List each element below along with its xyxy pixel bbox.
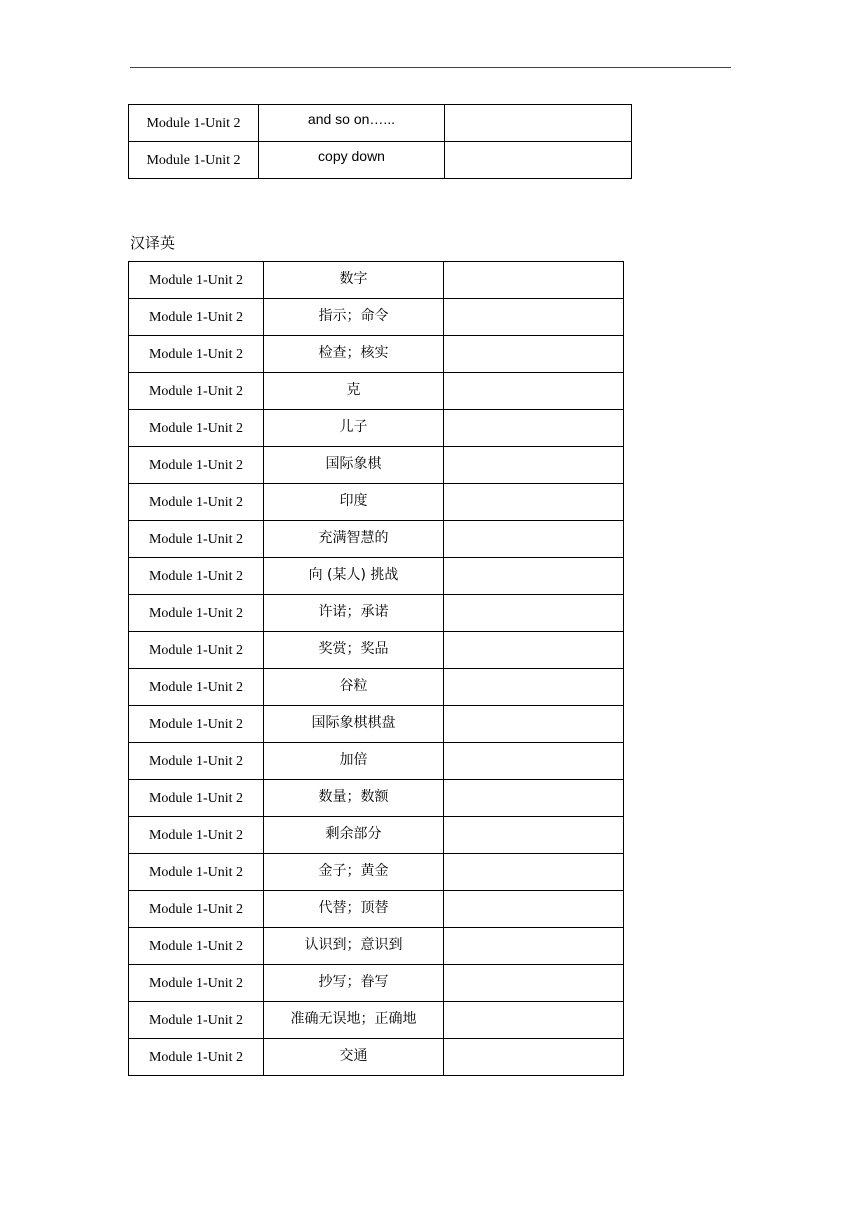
answer-cell[interactable] xyxy=(444,854,624,891)
module-label: Module 1-Unit 2 xyxy=(148,495,244,510)
term-cell: 金子；黄金 xyxy=(264,854,444,891)
module-cell xyxy=(129,743,264,780)
table-body xyxy=(129,262,624,1076)
answer-cell[interactable] xyxy=(444,928,624,965)
answer-cell[interactable] xyxy=(444,669,624,706)
module-label: Module 1-Unit 2 xyxy=(148,273,244,288)
module-label: Module 1-Unit 2 xyxy=(148,421,244,436)
table-row xyxy=(129,299,624,336)
answer-cell[interactable] xyxy=(444,484,624,521)
table-row xyxy=(129,142,632,179)
module-cell xyxy=(129,780,264,817)
module-label: Module 1-Unit 2 xyxy=(148,680,244,695)
table-row xyxy=(129,105,632,142)
term-cell: and so on…... xyxy=(259,105,445,142)
answer-cell[interactable] xyxy=(444,373,624,410)
module-cell xyxy=(129,447,264,484)
term-cell: 充满智慧的 xyxy=(264,521,444,558)
answer-cell[interactable] xyxy=(444,706,624,743)
table-row xyxy=(129,632,624,669)
module-label: Module 1-Unit 2 xyxy=(148,828,244,843)
module-label: Module 1-Unit 2 xyxy=(148,569,244,584)
answer-cell[interactable] xyxy=(444,1002,624,1039)
table-row xyxy=(129,965,624,1002)
term-cell: 指示；命令 xyxy=(264,299,444,336)
answer-cell[interactable] xyxy=(444,743,624,780)
answer-cell[interactable] xyxy=(444,965,624,1002)
table-body xyxy=(129,105,632,179)
table-row xyxy=(129,595,624,632)
module-label: Module 1-Unit 2 xyxy=(148,939,244,954)
term-cell: 国际象棋棋盘 xyxy=(264,706,444,743)
term-cell: 准确无误地；正确地 xyxy=(264,1002,444,1039)
table-row xyxy=(129,891,624,928)
module-label: Module 1-Unit 2 xyxy=(148,1013,244,1028)
table-row xyxy=(129,928,624,965)
module-cell xyxy=(129,1039,264,1076)
module-cell xyxy=(129,928,264,965)
term-cell: copy down xyxy=(259,142,445,179)
table-row xyxy=(129,780,624,817)
table-row xyxy=(129,669,624,706)
module-cell xyxy=(129,558,264,595)
answer-cell[interactable] xyxy=(444,558,624,595)
module-cell xyxy=(129,965,264,1002)
module-label: Module 1-Unit 2 xyxy=(148,865,244,880)
module-cell xyxy=(129,373,264,410)
answer-cell[interactable] xyxy=(444,891,624,928)
module-label: Module 1-Unit 2 xyxy=(148,384,244,399)
module-label: Module 1-Unit 2 xyxy=(148,347,244,362)
term-cell: 剩余部分 xyxy=(264,817,444,854)
term-cell: 克 xyxy=(264,373,444,410)
term-cell: 代替；顶替 xyxy=(264,891,444,928)
header-rule xyxy=(130,67,731,68)
term-cell: 认识到；意识到 xyxy=(264,928,444,965)
term-cell: 向 (某人) 挑战 xyxy=(264,558,444,595)
table-row xyxy=(129,336,624,373)
module-label: Module 1-Unit 2 xyxy=(148,976,244,991)
section-title: 汉译英 xyxy=(130,234,176,252)
module-cell xyxy=(129,262,264,299)
answer-cell[interactable] xyxy=(444,595,624,632)
table-row xyxy=(129,447,624,484)
term-cell: 儿子 xyxy=(264,410,444,447)
answer-cell[interactable] xyxy=(445,142,632,179)
table-row xyxy=(129,743,624,780)
table-row xyxy=(129,373,624,410)
module-label: Module 1-Unit 2 xyxy=(146,116,241,131)
table-row xyxy=(129,558,624,595)
module-cell xyxy=(129,105,259,142)
term-cell: 交通 xyxy=(264,1039,444,1076)
module-label: Module 1-Unit 2 xyxy=(148,754,244,769)
term-cell: 奖赏；奖品 xyxy=(264,632,444,669)
module-label: Module 1-Unit 2 xyxy=(148,310,244,325)
answer-cell[interactable] xyxy=(445,105,632,142)
module-label: Module 1-Unit 2 xyxy=(148,902,244,917)
term-cell: 许诺；承诺 xyxy=(264,595,444,632)
module-cell xyxy=(129,299,264,336)
answer-cell[interactable] xyxy=(444,817,624,854)
module-label: Module 1-Unit 2 xyxy=(148,532,244,547)
module-cell xyxy=(129,521,264,558)
module-label: Module 1-Unit 2 xyxy=(148,791,244,806)
table-row xyxy=(129,854,624,891)
answer-cell[interactable] xyxy=(444,299,624,336)
answer-cell[interactable] xyxy=(444,410,624,447)
module-label: Module 1-Unit 2 xyxy=(148,1050,244,1065)
vocab-table-english xyxy=(128,104,632,179)
term-cell: 印度 xyxy=(264,484,444,521)
module-cell xyxy=(129,632,264,669)
table-row xyxy=(129,521,624,558)
module-cell xyxy=(129,336,264,373)
table-row xyxy=(129,706,624,743)
table-row xyxy=(129,484,624,521)
term-cell: 数量；数额 xyxy=(264,780,444,817)
table-row xyxy=(129,410,624,447)
answer-cell[interactable] xyxy=(444,447,624,484)
term-cell: 检查；核实 xyxy=(264,336,444,373)
module-cell xyxy=(129,817,264,854)
table-row xyxy=(129,817,624,854)
answer-cell[interactable] xyxy=(444,1039,624,1076)
module-cell xyxy=(129,891,264,928)
answer-cell[interactable] xyxy=(444,521,624,558)
module-cell xyxy=(129,484,264,521)
module-label: Module 1-Unit 2 xyxy=(148,606,244,621)
term-cell: 数字 xyxy=(264,262,444,299)
term-cell: 抄写；眷写 xyxy=(264,965,444,1002)
table-row xyxy=(129,1039,624,1076)
answer-cell[interactable] xyxy=(444,262,624,299)
module-label: Module 1-Unit 2 xyxy=(146,153,241,168)
module-cell xyxy=(129,142,259,179)
module-cell xyxy=(129,410,264,447)
module-label: Module 1-Unit 2 xyxy=(148,717,244,732)
module-cell xyxy=(129,854,264,891)
module-cell xyxy=(129,595,264,632)
term-cell: 加倍 xyxy=(264,743,444,780)
table-row xyxy=(129,262,624,299)
module-cell xyxy=(129,1002,264,1039)
answer-cell[interactable] xyxy=(444,336,624,373)
table-row xyxy=(129,1002,624,1039)
module-label: Module 1-Unit 2 xyxy=(148,458,244,473)
module-cell xyxy=(129,706,264,743)
answer-cell[interactable] xyxy=(444,780,624,817)
module-cell xyxy=(129,669,264,706)
answer-cell[interactable] xyxy=(444,632,624,669)
term-cell: 谷粒 xyxy=(264,669,444,706)
module-label: Module 1-Unit 2 xyxy=(148,643,244,658)
vocab-table-chinese xyxy=(128,261,624,1076)
term-cell: 国际象棋 xyxy=(264,447,444,484)
